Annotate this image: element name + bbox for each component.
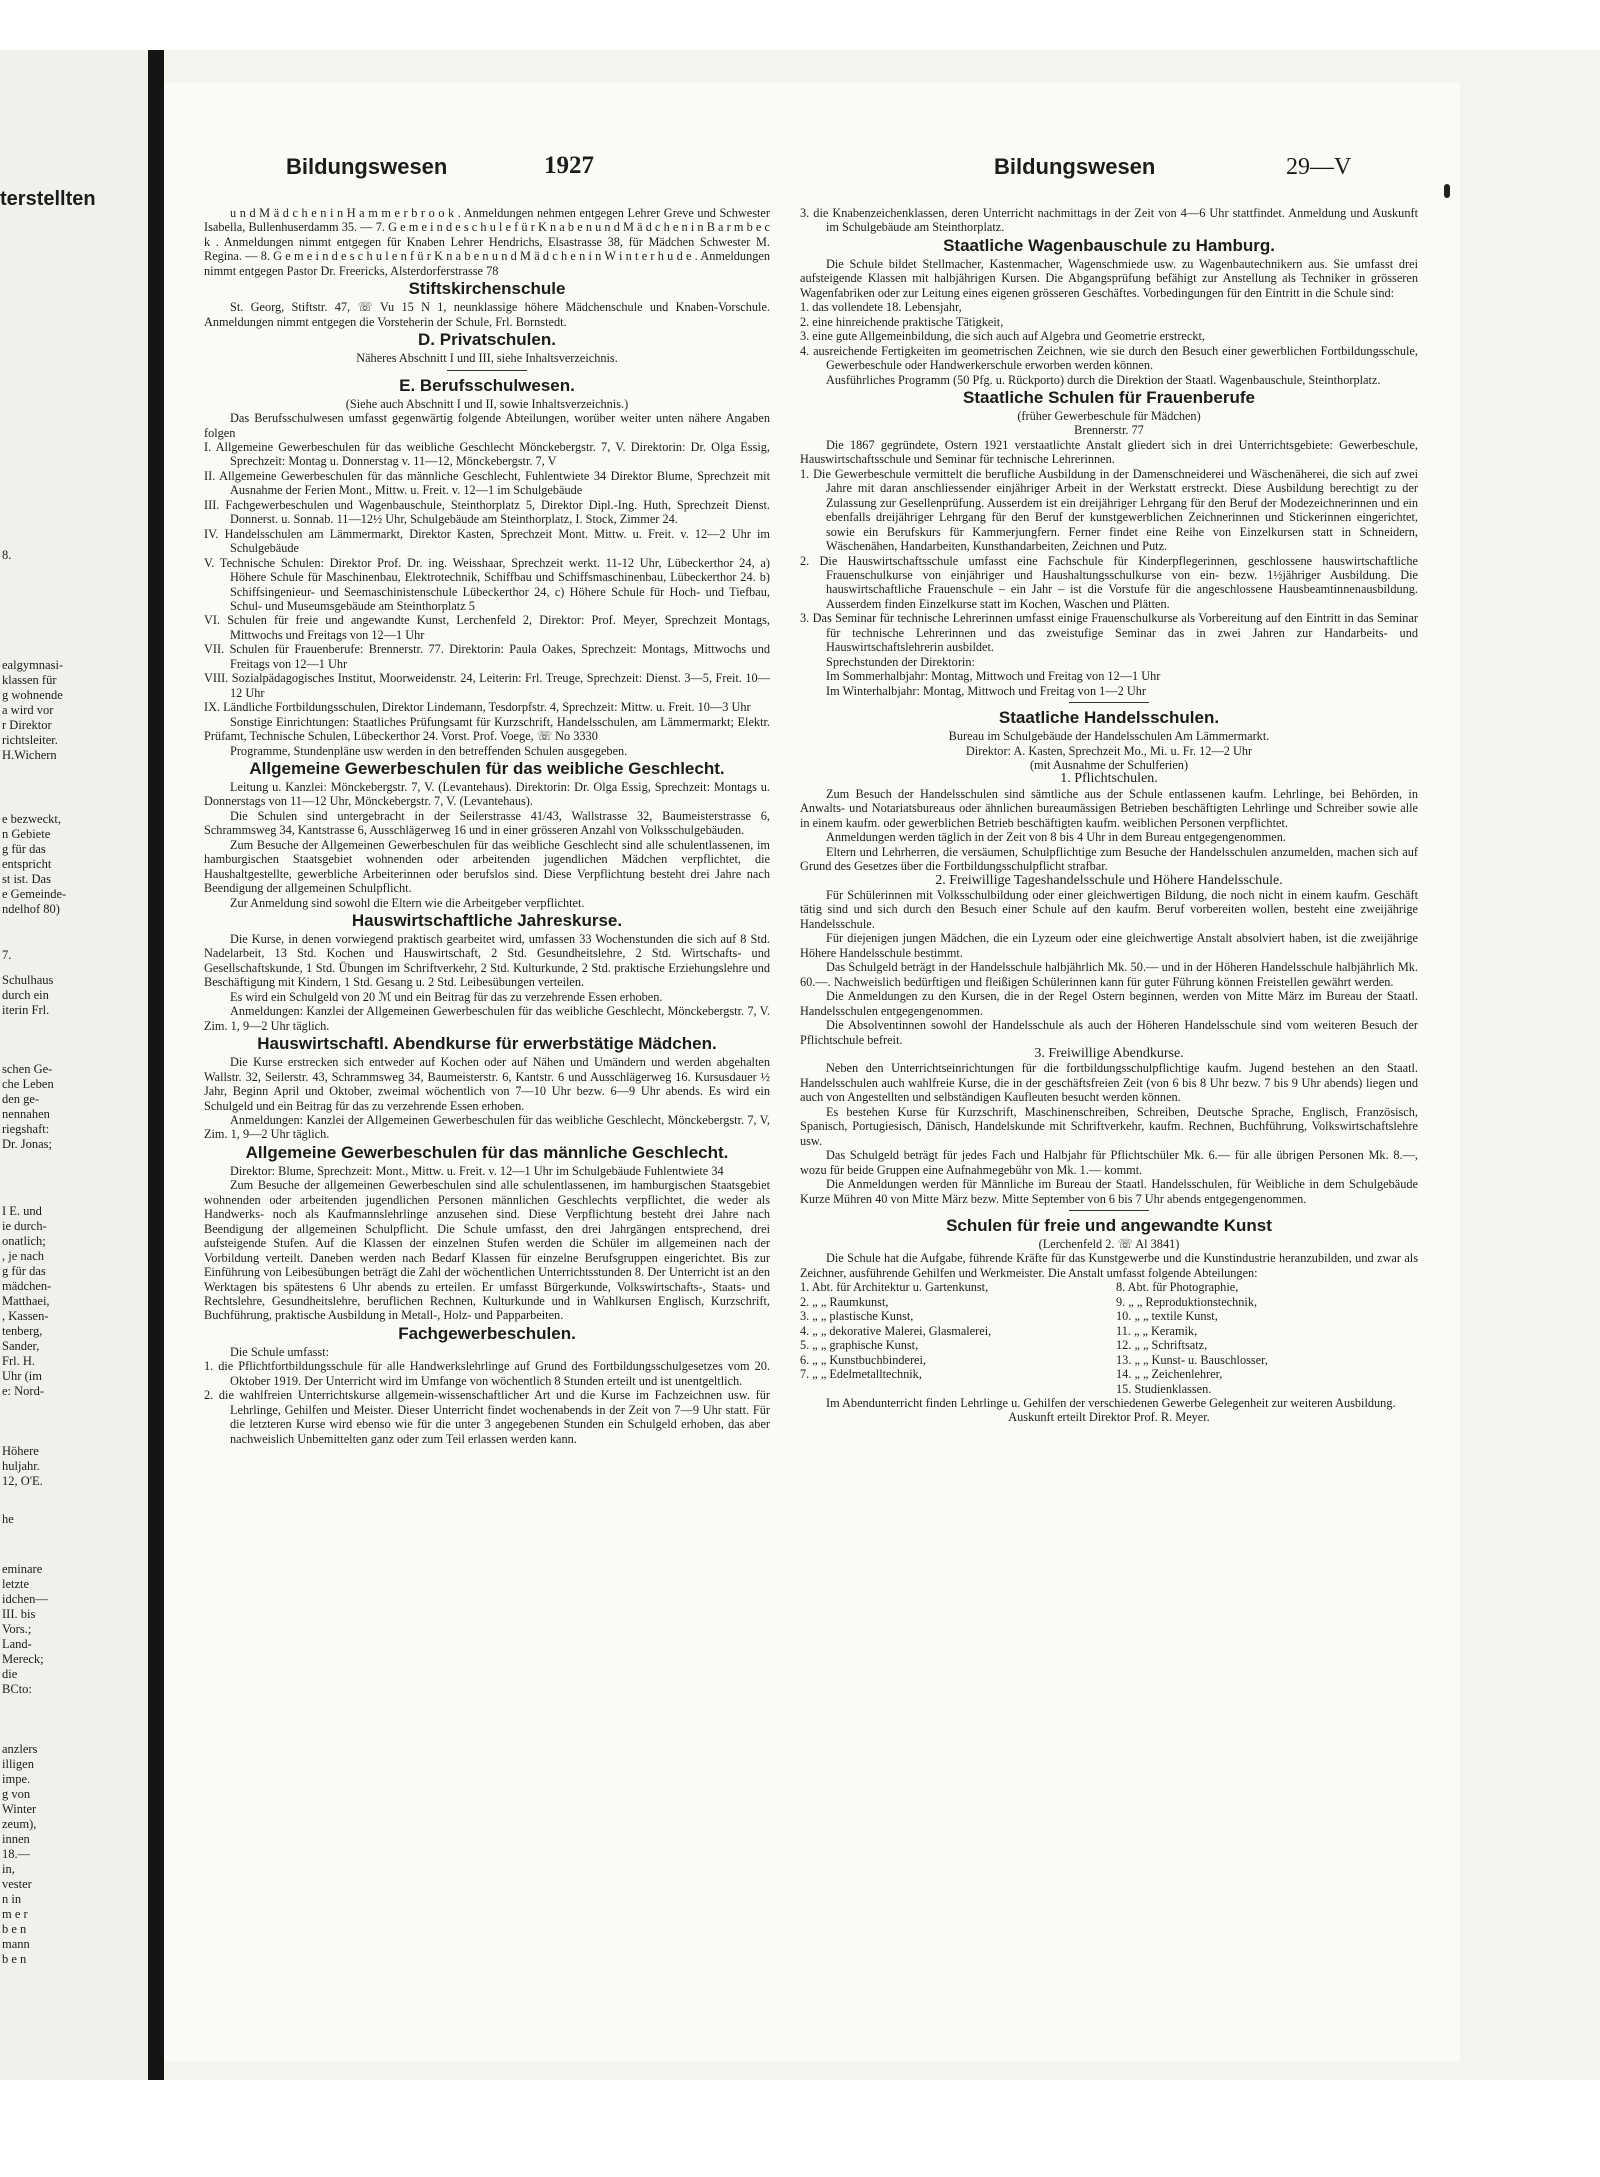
- prev-page-line: huljahr.: [2, 1459, 40, 1473]
- prev-page-line: Winter: [2, 1802, 37, 1816]
- paragraph: Die Kurse erstrecken sich entweder auf Kochen oder auf Nähen und Umändern und werden abgehalten Wallstr. 32, Seilerstr. 43, Schrammsweg 34, Baumeisterstr. 6, Kantstr. 6 und Ausschlägerweg 16. Kursusdauer ½ Jahr, Beginn April und Oktober, zweimal wöchentlich von 7—10 Uhr bezw. 6—9 Uhr abends. Es wird ein Schulgeld und ein Beitrag für das zu verzehrende Essen erhoben.: [204, 1055, 770, 1113]
- prev-page-line: n Gebiete: [2, 827, 51, 841]
- department-item: 8. Abt. für Photographie,: [1116, 1280, 1239, 1295]
- prev-page-line: entspricht: [2, 857, 52, 871]
- prev-page-line: b e n: [2, 1952, 27, 1966]
- section-heading: Staatliche Schulen für Frauenberufe: [963, 387, 1255, 407]
- prev-page-line: Uhr (im: [2, 1369, 42, 1383]
- section-heading: Hauswirtschaftl. Abendkurse für erwerbstätige Mädchen.: [257, 1034, 717, 1054]
- prev-page-line: innen: [2, 1832, 30, 1846]
- prev-page-line: illigen: [2, 1757, 34, 1771]
- department-item: 7. „ „ Edelmetalltechnik,: [800, 1367, 922, 1382]
- section-heading: D. Privatschulen.: [418, 330, 556, 350]
- section-heading: Schulen für freie und angewandte Kunst: [946, 1216, 1272, 1235]
- department-item: 11. „ „ Keramik,: [1116, 1323, 1198, 1338]
- list-item: I. Allgemeine Gewerbeschulen für das weibliche Geschlecht Mönckebergstr. 7, V. Direktorin: Dr. Olga Essig, Sprechzeit: Montag u. Donnerstag v. 11—12, Mönckebergstr. 7, V: [204, 439, 770, 469]
- right-column: [800, 206, 1418, 1425]
- section-heading: Stiftskirchenschule: [408, 279, 566, 299]
- paragraph: Im Sommerhalbjahr: Montag, Mittwoch und Freitag von 12—1 Uhr: [826, 669, 1161, 684]
- centered-line: Näheres Abschnitt I und III, siehe Inhaltsverzeichnis.: [356, 351, 618, 366]
- prev-page-line: r Direktor: [2, 718, 52, 732]
- prev-page-line: tenberg,: [2, 1324, 43, 1338]
- centered-line: (Lerchenfeld 2. ☏ Al 3841): [1038, 1237, 1180, 1251]
- department-item: 9. „ „ Reproduktionstechnik,: [1116, 1294, 1258, 1309]
- department-item: 13. „ „ Kunst- u. Bauschlosser,: [1116, 1352, 1268, 1367]
- paragraph: Die Schule umfasst:: [230, 1344, 330, 1359]
- prev-page-line: III. bis: [2, 1607, 36, 1621]
- prev-page-line: Schulhaus: [2, 973, 54, 987]
- left-column: [204, 206, 770, 1446]
- prev-page-line: H.Wichern: [2, 748, 57, 762]
- centered-line: Direktor: A. Kasten, Sprechzeit Mo., Mi. u. Fr. 12—2 Uhr: [965, 743, 1253, 758]
- header-page-number: 29—V: [1286, 154, 1352, 180]
- paragraph: Das Schulgeld beträgt in der Handelsschule halbjährlich Mk. 50.— und in der Höheren Handelsschule halbjährlich Mk. 60.—. Nachweislich bedürftigen und fleißigen Schülerinnen kann für guter Führung können Freistellen gewährt werden.: [800, 960, 1418, 989]
- prev-page-line: a wird vor: [2, 703, 54, 717]
- prev-page-line: Sander,: [2, 1339, 40, 1353]
- prev-page-line: he: [2, 1512, 14, 1526]
- section-heading: Staatliche Wagenbauschule zu Hamburg.: [943, 235, 1275, 255]
- section-heading: Hauswirtschaftliche Jahreskurse.: [351, 911, 623, 931]
- prev-page-line: eminare: [2, 1562, 43, 1576]
- paragraph: Zum Besuche der Allgemeinen Gewerbeschulen für das weibliche Geschlecht sind alle schulentlassenen, im hamburgischen Staatsgebiet wohnenden oder arbeitenden jugendlichen Mädchen verpflichtet, die Haushaltgestellte, gewerbliche Arbeiterinnen oder berufslos sind. Diese Verpflichtung besteht drei Jahre nach Beendigung der allgemeinen Schulpflicht.: [204, 837, 770, 896]
- prev-page-line: g für das: [2, 842, 46, 856]
- department-list: [800, 1280, 1418, 1396]
- prev-page-line: den ge-: [2, 1092, 40, 1106]
- department-item: 3. „ „ plastische Kunst,: [800, 1309, 914, 1324]
- paragraph: Die Schulen sind untergebracht in der Seilerstrasse 41/43, Wallstrasse 32, Baumeisterstrasse 6, Schrammsweg 34, Kantstrasse 6, Ausschlägerweg 16 und in einer grösseren Anzahl von Volksschulgebäuden.: [204, 808, 770, 838]
- header-year: 1927: [544, 152, 594, 179]
- prev-page-line: g von: [2, 1787, 31, 1801]
- paragraph: Im Abendunterricht finden Lehrlinge u. Gehilfen der verschiedenen Gewerbe Gelegenheit zur weiteren Ausbildung.: [826, 1395, 1396, 1410]
- list-item: II. Allgemeine Gewerbeschulen für das männliche Geschlecht, Fuhlentwiete 34 Direktor Blume, Sprechzeit mit Ausnahme der Ferien Mont., Mittw. u. Freit. v. 12—1 im Schulgebäude: [204, 468, 770, 498]
- prev-page-line: riegshaft:: [2, 1122, 50, 1136]
- page: [164, 82, 1460, 2062]
- centered-line: (mit Ausnahme der Schulferien): [1029, 757, 1189, 772]
- page-mark: [1444, 184, 1450, 198]
- department-item: 10. „ „ textile Kunst,: [1116, 1309, 1218, 1324]
- paragraph: Zum Besuche der allgemeinen Gewerbeschulen sind alle schulentlassenen, im hamburgischen Staatsgebiet wohnenden oder arbeitenden jugendlichen Personen männlichen Geschlechts verpflichtet, die weder als Handwerks- noch als Kaufmannslehrlinge anzusehen sind. Diese Verpflichtung besteht drei Jahre nach Beendigung der allgemeinen Schulpflicht. Die Schule umfasst, den drei Jahrgängen entsprechend, drei aufsteigende Stufen. Auf die Klassen der einzelnen Stufen werden die Schüler im allgemeinen nach der Vorbildung verteilt. Daneben werden nach Bedarf Klassen für einzelne Berufsgruppen eingerichtet. Bis zur Einführung von Leibesübungen beträgt die Zahl der wöchentlichen Unterrichtsstunden 8. Der Unterricht ist an den Werktagen bis spätestens 6 Uhr abends zu erteilen. Er umfasst Bürgerkunde, Volkswirtschafts-, Staats- und Rechtslehre, Gesundheitslehre, beruflichen Rechnen, Kulturkunde und in Wahlkursen Englisch, Kurzschrift, Buchführung, praktische Ausbildung in Metall-, Holz- und Papparbeiten.: [204, 1178, 770, 1323]
- section-divider: [1069, 1210, 1149, 1211]
- header-right-title: Bildungswesen: [994, 154, 1156, 179]
- list-item: VI. Schulen für freie und angewandte Kunst, Lerchenfeld 2, Direktor: Prof. Meyer, Sprechzeit Montags, Mittwochs und Freitags von 12—1 Uhr: [204, 613, 770, 642]
- list-item: III. Fachgewerbeschulen und Wagenbauschule, Steinthorplatz 5, Direktor Dipl.-Ing. Huth, Sprechzeit Dienst. Donnerst. u. Sonnab. 11—12½ Uhr, Schulgebäude am Steinthorplatz, I. Stock, Zimmer 24.: [204, 497, 770, 527]
- paragraph: Die Kurse, in denen vorwiegend praktisch gearbeitet wird, umfassen 33 Wochenstunden die sich auf 8 Std. Nadelarbeit, 13 Std. Kochen und Hauswirtschaft, 2 Std. Gesundheitslehre, 2 Std. Wirtschafts- und Gesellschaftskunde, 1 Std. Übungen im Schriftverkehr, 2 Std. Kulturkunde, 2 Std. praktische Erziehungslehre und Beschäftigung mit Kindern, 1 Std. Gesang u. 2 Std. Leibesübungen verteilen.: [204, 932, 770, 990]
- subsection-heading: 1. Pflichtschulen.: [1060, 771, 1158, 787]
- list-item: 2. Die Hauswirtschaftsschule umfasst eine Fachschule für Kinderpflegerinnen, geschlossene hauswirtschaftliche Frauenschulkurse von einjähriger und Haushaltungsschulkurse von ein- bezw. 1½jähriger Ausbildung. Die hauswirtschaftliche Frauenschule – ein Jahr – ist die Vorstufe für die angeschlossene Hausbeamtinnenausbildung. Ausserdem finden Einzelkurse statt im Kochen, Waschen und Plätten.: [800, 553, 1418, 611]
- paragraph: Programme, Stundenpläne usw werden in den betreffenden Schulen ausgegeben.: [230, 743, 628, 758]
- paragraph: Im Winterhalbjahr: Montag, Mittwoch und Freitag von 1—2 Uhr: [826, 683, 1146, 698]
- prev-page-line: I E. und: [2, 1204, 42, 1218]
- list-item: V. Technische Schulen: Direktor Prof. Dr. ing. Weisshaar, Sprechzeit werkt. 11-12 Uhr, Lübeckerthor 24, a) Höhere Schule für Maschinenbau, Elektrotechnik, Schiffbau und Schiffsmaschinenbau, Lübeckerthor 24. b) Schiffsingenieur- und Seemaschinistenschule Lübeckerthor 24, c) Höhere Schule für Hoch- und Tiefbau, Schul- und Museumsgebäude am Steinthorplatz 5: [204, 555, 770, 613]
- department-item: 15. Studienklassen.: [1116, 1381, 1212, 1396]
- prev-page-line: idchen—: [2, 1592, 48, 1606]
- prev-page-line: anzlers: [2, 1742, 38, 1756]
- paragraph: Das Schulgeld beträgt für jedes Fach und Halbjahr für Pflichtschüler Mk. 6.— für alle übrigen Personen Mk. 8.—, wozu für beide Gruppen eine Aufnahmegebühr von Mk. 1.— kommt.: [800, 1148, 1418, 1177]
- list-item: VII. Schulen für Frauenberufe: Brennerstr. 77. Direktorin: Paula Oakes, Sprechzeit: Montags, Mittwochs und Freitags von 12—1 Uhr: [204, 642, 770, 671]
- prev-page-line: durch ein: [2, 988, 49, 1002]
- prev-page-line: che Leben: [2, 1077, 54, 1091]
- prev-page-line: Höhere: [2, 1444, 39, 1458]
- paragraph: Sprechstunden der Direktorin:: [826, 654, 975, 669]
- section-divider: [1069, 702, 1149, 703]
- list-item: 4. ausreichende Fertigkeiten im geometrischen Zeichnen, wie sie durch den Besuch einer gewerblichen Fortbildungsschule, Gewerbeschule oder Handwerkerschule erworben werden können.: [800, 343, 1418, 373]
- section-heading: Allgemeine Gewerbeschulen für das weibliche Geschlecht.: [249, 758, 725, 778]
- prev-page-line: m e r: [2, 1907, 28, 1921]
- prev-page-line: mädchen-: [2, 1279, 52, 1293]
- paragraph: Leitung u. Kanzlei: Mönckebergstr. 7, V. (Levantehaus). Direktorin: Dr. Olga Essig, Sprechzeit: Montags u. Donnerstags von 11—12 Uhr, Mönckebergstr. 7, V. (Levantehaus).: [204, 779, 770, 809]
- list-item: 1. das vollendete 18. Lebensjahr,: [800, 300, 962, 315]
- section-heading: Allgemeine Gewerbeschulen für das männliche Geschlecht.: [245, 1142, 729, 1162]
- department-item: 6. „ „ Kunstbuchbinderei,: [800, 1352, 927, 1367]
- centered-line: Bureau im Schulgebäude der Handelsschulen Am Lämmermarkt.: [948, 729, 1270, 744]
- paragraph: Die Schule hat die Aufgabe, führende Kräfte für das Kunstgewerbe und die Kunstindustrie heranzubilden, und zwar als Zeichner, ausführende Gehilfen und Werkmeister. Die Anstalt umfasst folgende Abteilungen:: [800, 1251, 1418, 1280]
- prev-page-line: letzte: [2, 1577, 30, 1591]
- prev-page-line: ie durch-: [2, 1219, 47, 1233]
- book-gutter: [148, 50, 164, 2080]
- prev-page-line: die: [2, 1667, 18, 1681]
- paragraph: Es wird ein Schulgeld von 20 ℳ und ein Beitrag für das zu verzehrende Essen erhoben.: [230, 989, 663, 1004]
- paragraph: Die Anmeldungen zu den Kursen, die in der Regel Ostern beginnen, werden von Mitte März im Bureau der Staatl. Handelsschulen entgegengenommen.: [800, 989, 1418, 1018]
- paragraph: Die Absolventinnen sowohl der Handelsschule als auch der Höheren Handelsschule sind vom weiteren Besuch der Pflichtschule befreit.: [800, 1018, 1418, 1047]
- paragraph: Ausführliches Programm (50 Pfg. u. Rückporto) durch die Direktion der Staatl. Wagenbauschule, Steinthorplatz.: [826, 372, 1381, 387]
- department-list-column: [800, 1280, 1102, 1396]
- prev-page-line: richtsleiter.: [2, 733, 58, 747]
- prev-page-line: Matthaei,: [2, 1294, 50, 1308]
- list-item: 3. Das Seminar für technische Lehrerinnen umfasst einige Frauenschulkurse als Vorbereitung auf den Eintritt in das Seminar für technische Lehrerinnen und das zweistufige Seminar das in zwei Jahren zur Handarbeits- und Hauswirtschaftslehrerin ausbildet.: [800, 611, 1418, 655]
- prev-page-line: , Kassen-: [2, 1309, 49, 1323]
- subsection-heading: 3. Freiwillige Abendkurse.: [1034, 1046, 1184, 1062]
- prev-page-line: onatlich;: [2, 1234, 46, 1248]
- section-heading: E. Berufsschulwesen.: [399, 375, 575, 395]
- prev-page-line: g für das: [2, 1264, 46, 1278]
- prev-page-heading: terstellten: [0, 188, 96, 210]
- prev-page-line: e: Nord-: [2, 1384, 44, 1398]
- paragraph: Anmeldungen: Kanzlei der Allgemeinen Gewerbeschulen für das weibliche Geschlecht, Mönckebergstr. 7, V, Zim. 1, 9—2 Uhr täglich.: [204, 1113, 770, 1142]
- paragraph: Die 1867 gegründete, Ostern 1921 verstaatlichte Anstalt gliedert sich in drei Unterrichtsgebiete: Gewerbeschule, Hauswirtschaftsschule und Seminar für technische Lehrerinnen.: [800, 437, 1418, 467]
- list-item: 2. eine hinreichende praktische Tätigkeit,: [800, 314, 1004, 329]
- list-item: VIII. Sozialpädagogisches Institut, Moorweidenstr. 24, Leiterin: Frl. Treuge, Sprechzeit: Dienst. 3—5, Freit. 10—12 Uhr: [204, 671, 770, 700]
- centered-line: Auskunft erteilt Direktor Prof. R. Meyer.: [1008, 1410, 1210, 1425]
- previous-page-fragment: [0, 50, 158, 2080]
- paragraph: u n d M ä d c h e n i n H a m m e r b r o o k . Anmeldungen nehmen entgegen Lehrer Greve und Schwester Isabella, Bullenhuserdamm 35. — 7. G e m e i n d e s c h u l e f ü r K n a b e n u n d M ä d c h e n i n B a r m b e c k . Anmeldungen nimmt entgegen für Knaben Lehrer Hendrichs, Elsastrasse 38, für Mädchen Schwester M. Regina. — 8. G e m e i n d e s c h u l e n f ü r K n a b e n u n d M ä d c h e n i n W i n t e r h u d e . Anmeldungen nimmt entgegen Pastor Dr. Freericks, Alsterdorferstrasse 78: [204, 206, 770, 278]
- prev-page-line: ndelhof 80): [2, 902, 60, 916]
- prev-page-line: nennahen: [2, 1107, 50, 1121]
- list-item: 3. die Knabenzeichenklassen, deren Unterricht nachmittags in der Zeit von 4—6 Uhr stattfindet. Anmeldung und Auskunft im Schulgebäude am Steinthorplatz.: [800, 206, 1418, 235]
- prev-page-line: n in: [2, 1892, 22, 1906]
- paragraph: Die Schule bildet Stellmacher, Kastenmacher, Wagenschmiede usw. zu Wagenbautechnikern aus. Sie umfasst drei aufsteigende Klassen mit halbjährigen Kursen. Die Abgangsprüfung befähigt zur Anstellung als Techniker in grösseren Wagenfabriken oder zur Leitung eines eigenen grösseren Geschäftes. Vorbedingungen für den Eintritt in die Schule sind:: [800, 256, 1418, 300]
- paragraph: Anmeldungen: Kanzlei der Allgemeinen Gewerbeschulen für das weibliche Geschlecht, Mönckebergstr. 7, V. Zim. 1, 9—2 Uhr täglich.: [204, 1004, 770, 1033]
- prev-page-line: e bezweckt,: [2, 812, 61, 826]
- prev-page-line: Mereck;: [2, 1652, 44, 1666]
- prev-page-line: g wohnende: [2, 688, 63, 702]
- prev-page-line: Dr. Jonas;: [2, 1137, 52, 1151]
- paragraph: Sonstige Einrichtungen: Staatliches Prüfungsamt für Kurzschrift, Handelsschulen, am Lämmermarkt; Elektr. Prüfamt, Technische Schulen, Lübeckerthor 24. Vorst. Prof. Voege, ☏ No 3330: [204, 714, 770, 744]
- prev-page-line: 8.: [2, 548, 12, 562]
- prev-page-line: impe.: [2, 1772, 31, 1786]
- paragraph: Es bestehen Kurse für Kurzschrift, Maschinenschreiben, Schreiben, Deutsche Sprache, Englisch, Französisch, Spanisch, Portugiesisch, Dänisch, Handelskunde mit Schriftverkehr, kaufm. Rechnen, Buchführung, Volkswirtschaftslehre usw.: [800, 1104, 1418, 1148]
- prev-page-line: zeum),: [2, 1817, 37, 1831]
- department-item: 4. „ „ dekorative Malerei, Glasmalerei,: [800, 1323, 992, 1338]
- centered-line: (früher Gewerbeschule für Mädchen): [1017, 408, 1201, 423]
- section-heading: Staatliche Handelsschulen.: [998, 708, 1220, 728]
- prev-page-line: , je nach: [2, 1249, 44, 1263]
- paragraph: Eltern und Lehrherren, die versäumen, Schulpflichtige zum Besuche der Handelsschulen anzumelden, machen sich auf Grund des Gesetzes über die Fortbildungsschulpflicht strafbar.: [800, 844, 1418, 874]
- prev-page-line: Land-: [2, 1637, 32, 1651]
- list-item: 1. Die Gewerbeschule vermittelt die berufliche Ausbildung in der Damenschneiderei und Wäschenäherei, die sich auf zwei Jahre mit daran anschliessender einjähriger Arbeit in der Werkstatt erstreckt. Diese Ausbildung berechtigt zu der Zulassung zur Gesellenprüfung. Ausserdem ist ein dreijähriger Lehrgang für den Beruf der Modezeichnerinnen und ein ebenfalls dreijähriger Lehrgang für den Beruf der kunstgewerblichen Zeichnerinnen und Stickerinnen eingerichtet, sowie ein Berufskurs für Kammerjungfern. Ferner findet eine Reihe von Einzelkursen statt in Schneidern, Wäschenähen, Handarbeiten, Kunsthandarbeiten, Zeichnen und Putz.: [800, 466, 1418, 554]
- prev-page-line: e Gemeinde-: [2, 887, 67, 901]
- department-item: 2. „ „ Raumkunst,: [800, 1294, 889, 1309]
- prev-page-line: 7.: [2, 948, 12, 962]
- header-left-title: Bildungswesen: [286, 154, 448, 179]
- section-divider: [447, 370, 527, 371]
- prev-page-line: Frl. H.: [2, 1354, 35, 1368]
- prev-page-line: BCto:: [2, 1682, 32, 1696]
- paragraph: Das Berufsschulwesen umfasst gegenwärtig folgende Abteilungen, worüber weiter unten nähere Angaben folgen: [204, 411, 770, 440]
- paragraph: Neben den Unterrichtseinrichtungen für die fortbildungsschulpflichtige kaufm. Jugend bestehen an den Staatl. Handelsschulen auch wahlfreie Kurse, die in der geschäftsfreien Zeit (von 6 bis 8 Uhr bezw. 7 bis 9 Uhr abends) liegen und auch von Angestellten und selbständigen Kaufleuten besucht werden können.: [800, 1061, 1418, 1105]
- paragraph: St. Georg, Stiftstr. 47, ☏ Vu 15 N 1, neunklassige höhere Mädchenschule und Knaben-Vorschule. Anmeldungen nimmt entgegen die Vorsteherin der Schule, Frl. Bornstedt.: [204, 300, 770, 329]
- list-item: IX. Ländliche Fortbildungsschulen, Direktor Lindemann, Tesdorpfstr. 4, Sprechzeit: Mittw. u. Freit. 10—3 Uhr: [204, 700, 751, 715]
- prev-page-line: schen Ge-: [2, 1062, 53, 1076]
- paragraph: Für Schülerinnen mit Volksschulbildung oder einer gleichwertigen Bildung, die noch nicht in einem kaufm. Geschäft tätig sind und sich durch den Besuch einer Schule auf den kaufm. Beruf vorbereiten wollen, besteht eine zweijährige Handelsschule.: [800, 888, 1418, 931]
- paragraph: Anmeldungen werden täglich in der Zeit von 8 bis 4 Uhr in dem Bureau entgegengenommen.: [826, 830, 1286, 845]
- subsection-heading: 2. Freiwillige Tageshandelsschule und Höhere Handelsschule.: [935, 872, 1283, 888]
- prev-page-line: ealgymnasi-: [2, 658, 64, 672]
- paragraph: Zur Anmeldung sind sowohl die Eltern wie die Arbeitgeber verpflichtet.: [230, 895, 585, 910]
- prev-page-line: 12, O'E.: [2, 1474, 43, 1488]
- prev-page-line: 18.—: [2, 1847, 31, 1861]
- list-item: 1. die Pflichtfortbildungsschule für alle Handwerkslehrlinge auf Grund des Fortbildungsschulgesetzes vom 20. Oktober 1919. Der Unterricht wird im Umfange von wöchentlich 8 Stunden erteilt und ist unentgeltlich.: [204, 1359, 770, 1388]
- department-list-column: [1116, 1280, 1418, 1396]
- list-item: 2. die wahlfreien Unterrichtskurse allgemein-wissenschaftlicher Art und die Kurse im Fachzeichnen usw. für Lehrlinge, Gehilfen und Meister. Dieser Unterricht findet wochenabends in der Zeit von 7—9 Uhr statt. Für die letzteren Kurse wird ebenso wie für die unter 3 angegebenen Stunden ein Schulgeld erhoben, das aber nachweislich Unbemittelten ganz oder zum Teil erlassen werden kann.: [204, 1388, 770, 1446]
- department-item: 5. „ „ graphische Kunst,: [800, 1338, 919, 1353]
- department-item: 14. „ „ Zeichenlehrer,: [1116, 1367, 1223, 1382]
- list-item: 3. eine gute Allgemeinbildung, die sich auch auf Algebra und Geometrie erstreckt,: [800, 329, 1205, 344]
- paragraph: Zum Besuch der Handelsschulen sind sämtliche aus der Schule entlassenen kaufm. Lehrlinge, bei Behörden, in Anwalts- und Notariatsbureaus oder ähnlichen bureaumässigen Betrieben beschäftigten Lehrlinge und Schreiber sowie alle in einem kaufm. oder gewerblichen Betrieb beschäftigten kaufm. weiblichen Personen verpflichtet.: [800, 786, 1418, 830]
- section-heading: Fachgewerbeschulen.: [398, 1323, 576, 1343]
- list-item: IV. Handelsschulen am Lämmermarkt, Direktor Kasten, Sprechzeit Mont. Mittw. u. Freit. v. 12—2 Uhr im Schulgebäude: [204, 526, 770, 556]
- department-item: 12. „ „ Schriftsatz,: [1116, 1338, 1208, 1353]
- paragraph: Für diejenigen jungen Mädchen, die ein Lyzeum oder eine gleichwertige Anstalt absolviert haben, ist die zweijährige Höhere Handelsschule bestimmt.: [800, 931, 1418, 960]
- centered-line: (Siehe auch Abschnitt I und II, sowie Inhaltsverzeichnis.): [345, 396, 629, 411]
- prev-page-line: b e n: [2, 1922, 27, 1936]
- prev-page-line: st ist. Das: [2, 872, 51, 886]
- paragraph: Die Anmeldungen werden für Männliche im Bureau der Staatl. Handelsschulen, für Weibliche in dem Schulgebäude Kurze Mühren 40 von Mitte März bezw. Mitte September von 6 bis 7 Uhr abends entgegengenommen.: [800, 1177, 1418, 1206]
- centered-line: Brennerstr. 77: [1074, 423, 1144, 438]
- prev-page-line: vester: [2, 1877, 32, 1891]
- prev-page-line: klassen für: [2, 673, 57, 687]
- prev-page-line: iterin Frl.: [2, 1003, 50, 1017]
- prev-page-line: mann: [2, 1937, 30, 1951]
- department-item: 1. Abt. für Architektur u. Gartenkunst,: [800, 1280, 989, 1295]
- paragraph: Direktor: Blume, Sprechzeit: Mont., Mittw. u. Freit. v. 12—1 Uhr im Schulgebäude Fuhlentwiete 34: [230, 1163, 724, 1178]
- prev-page-line: in,: [2, 1862, 15, 1876]
- prev-page-line: Vors.;: [2, 1622, 32, 1636]
